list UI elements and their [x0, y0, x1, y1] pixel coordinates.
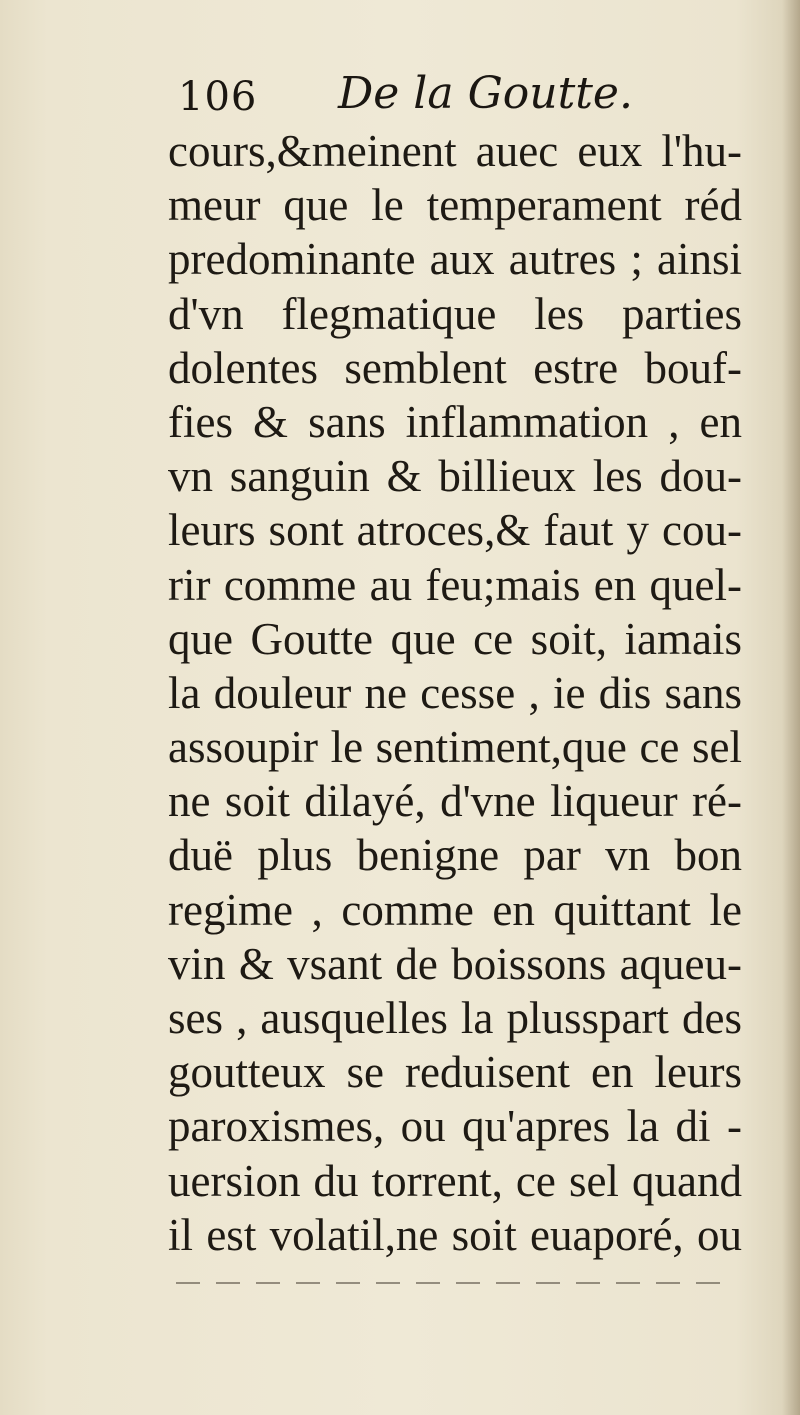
text-line: dolentes semblent estre bouf- [168, 342, 742, 393]
text-line: fies & sans inflammation , en [168, 396, 742, 447]
text-line: goutteux se reduisent en leurs [168, 1047, 742, 1098]
page-header [178, 68, 738, 128]
running-title: De la Goutte. [338, 68, 633, 119]
text-line: predominante aux autres ; ainsi [168, 234, 742, 285]
text-line: il est volatil,ne soit euaporé, ou [168, 1209, 742, 1260]
text-line: ses , ausquelles la plusspart des [168, 993, 742, 1043]
text-line: vin & vsant de boissons aqueu- [168, 938, 742, 989]
text-line: ne soit dilayé, d'vne liqueur ré- [168, 776, 742, 827]
text-line: paroxismes, ou qu'apres la di - [168, 1101, 742, 1152]
text-line: cours,&meinent auec eux l'hu- [168, 126, 742, 176]
text-line: d'vn flegmatique les parties [168, 288, 742, 339]
text-line: que Goutte que ce soit, iamais [168, 613, 742, 664]
text-line: uersion du torrent, ce sel quand [168, 1155, 742, 1206]
text-line: la douleur ne cesse , ie dis sans [168, 667, 742, 718]
bottom-rule [176, 1282, 736, 1284]
body-text [168, 124, 742, 1262]
text-line: assoupir le sentiment,que ce sel [168, 722, 742, 773]
text-line: vn sanguin & billieux les dou- [168, 451, 742, 502]
text-line: rir comme au feu;mais en quel- [168, 559, 742, 610]
text-line: duë plus benigne par vn bon [168, 830, 742, 881]
page-edge-shadow [782, 0, 800, 1415]
page-number: 106 [178, 74, 258, 120]
text-line: leurs sont atroces,& faut y cou- [168, 505, 742, 556]
text-line: meur que le temperament réd [168, 180, 742, 231]
text-line: regime , comme en quittant le [168, 884, 742, 935]
